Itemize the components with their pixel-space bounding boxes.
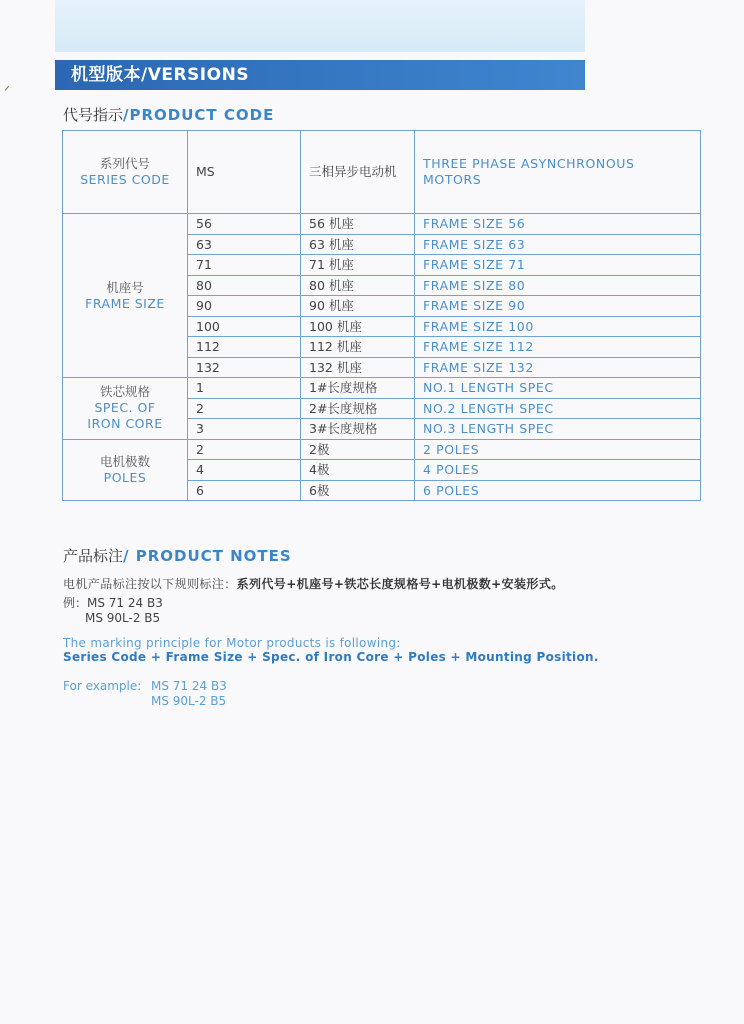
product-code-heading-en: /PRODUCT CODE bbox=[123, 106, 275, 124]
motor-type-en-cell bbox=[415, 131, 701, 214]
row-code: 6 bbox=[188, 480, 301, 501]
example-en-block bbox=[63, 679, 227, 709]
row-cn: 4极 bbox=[301, 460, 415, 481]
row-en: FRAME SIZE 63 bbox=[415, 234, 701, 255]
row-cn: 1#长度规格 bbox=[301, 378, 415, 399]
row-cn: 56 机座 bbox=[301, 214, 415, 235]
row-cn: 6极 bbox=[301, 480, 415, 501]
motor-type-en-line2: MOTORS bbox=[423, 172, 482, 187]
iron-core-en-line2: IRON CORE bbox=[87, 416, 163, 432]
example-en-2: MS 90L-2 B5 bbox=[151, 694, 227, 708]
row-code: 71 bbox=[188, 255, 301, 276]
row-cn: 2极 bbox=[301, 439, 415, 460]
iron-core-group-cell bbox=[63, 378, 188, 440]
row-en: 6 POLES bbox=[415, 480, 701, 501]
row-cn: 71 机座 bbox=[301, 255, 415, 276]
example-cn-1: MS 71 24 B3 bbox=[87, 596, 163, 610]
product-notes-heading bbox=[63, 545, 292, 566]
marking-rule-cn-formula: 系列代号+机座号+铁芯长度规格号+电机极数+安装形式。 bbox=[236, 577, 564, 591]
table-row bbox=[63, 378, 701, 399]
table-header-row bbox=[63, 131, 701, 214]
marking-rule-en-formula: Series Code + Frame Size + Spec. of Iron Core + Poles + Mounting Position. bbox=[63, 650, 599, 664]
row-code: 80 bbox=[188, 275, 301, 296]
row-code: 2 bbox=[188, 439, 301, 460]
row-code: 100 bbox=[188, 316, 301, 337]
row-en: FRAME SIZE 132 bbox=[415, 357, 701, 378]
frame-size-cn: 机座号 bbox=[106, 279, 144, 295]
row-en: 4 POLES bbox=[415, 460, 701, 481]
example-cn-2: MS 90L-2 B5 bbox=[85, 611, 161, 625]
row-en: NO.1 LENGTH SPEC bbox=[415, 378, 701, 399]
row-en: 2 POLES bbox=[415, 439, 701, 460]
versions-title-bar: 机型版本/VERSIONS bbox=[55, 60, 585, 90]
series-code-cn: 系列代号 bbox=[99, 156, 150, 171]
row-en: FRAME SIZE 80 bbox=[415, 275, 701, 296]
row-code: 56 bbox=[188, 214, 301, 235]
row-en: FRAME SIZE 112 bbox=[415, 337, 701, 358]
row-cn: 132 机座 bbox=[301, 357, 415, 378]
row-code: 90 bbox=[188, 296, 301, 317]
product-notes-heading-en: / PRODUCT NOTES bbox=[123, 547, 292, 565]
row-code: 4 bbox=[188, 460, 301, 481]
series-code-cell bbox=[63, 131, 188, 214]
row-code: 63 bbox=[188, 234, 301, 255]
row-code: 1 bbox=[188, 378, 301, 399]
series-code-en: SERIES CODE bbox=[80, 172, 170, 187]
row-en: FRAME SIZE 90 bbox=[415, 296, 701, 317]
row-cn: 80 机座 bbox=[301, 275, 415, 296]
row-code: 2 bbox=[188, 398, 301, 419]
motor-type-en-line1: THREE PHASE ASYNCHRONOUS bbox=[423, 156, 635, 171]
row-code: 132 bbox=[188, 357, 301, 378]
row-code: 3 bbox=[188, 419, 301, 440]
row-en: NO.2 LENGTH SPEC bbox=[415, 398, 701, 419]
product-code-table bbox=[62, 130, 701, 501]
example-cn-block bbox=[63, 596, 163, 626]
row-en: FRAME SIZE 100 bbox=[415, 316, 701, 337]
row-en: NO.3 LENGTH SPEC bbox=[415, 419, 701, 440]
poles-cn: 电机极数 bbox=[99, 453, 150, 469]
header-band bbox=[55, 0, 585, 52]
marking-rule-en: The marking principle for Motor products is following: bbox=[63, 636, 401, 650]
example-cn-label: 例： bbox=[63, 596, 88, 610]
iron-core-en-line1: SPEC. OF bbox=[94, 400, 156, 416]
row-cn: 63 机座 bbox=[301, 234, 415, 255]
row-code: 112 bbox=[188, 337, 301, 358]
row-cn: 90 机座 bbox=[301, 296, 415, 317]
motor-type-cn-cell: 三相异步电动机 bbox=[301, 131, 415, 214]
table-row bbox=[63, 439, 701, 460]
row-cn: 112 机座 bbox=[301, 337, 415, 358]
table-row bbox=[63, 214, 701, 235]
marking-rule-cn bbox=[63, 575, 564, 592]
product-notes-heading-cn: 产品标注 bbox=[63, 547, 124, 565]
marking-rule-cn-prefix: 电机产品标注按以下规则标注： bbox=[63, 577, 237, 591]
poles-en: POLES bbox=[103, 469, 147, 485]
margin-mark: ᐟ bbox=[4, 84, 10, 100]
row-en: FRAME SIZE 71 bbox=[415, 255, 701, 276]
example-en-1: MS 71 24 B3 bbox=[151, 679, 227, 693]
example-en-label: For example: bbox=[63, 679, 142, 693]
poles-group-cell bbox=[63, 439, 188, 501]
ms-code-cell: MS bbox=[188, 131, 301, 214]
frame-size-en: FRAME SIZE bbox=[85, 295, 165, 311]
product-code-heading bbox=[63, 104, 274, 125]
row-en: FRAME SIZE 56 bbox=[415, 214, 701, 235]
iron-core-cn: 铁芯规格 bbox=[99, 384, 150, 400]
row-cn: 2#长度规格 bbox=[301, 398, 415, 419]
row-cn: 100 机座 bbox=[301, 316, 415, 337]
product-code-heading-cn: 代号指示 bbox=[63, 106, 124, 124]
frame-size-group-cell bbox=[63, 214, 188, 378]
row-cn: 3#长度规格 bbox=[301, 419, 415, 440]
